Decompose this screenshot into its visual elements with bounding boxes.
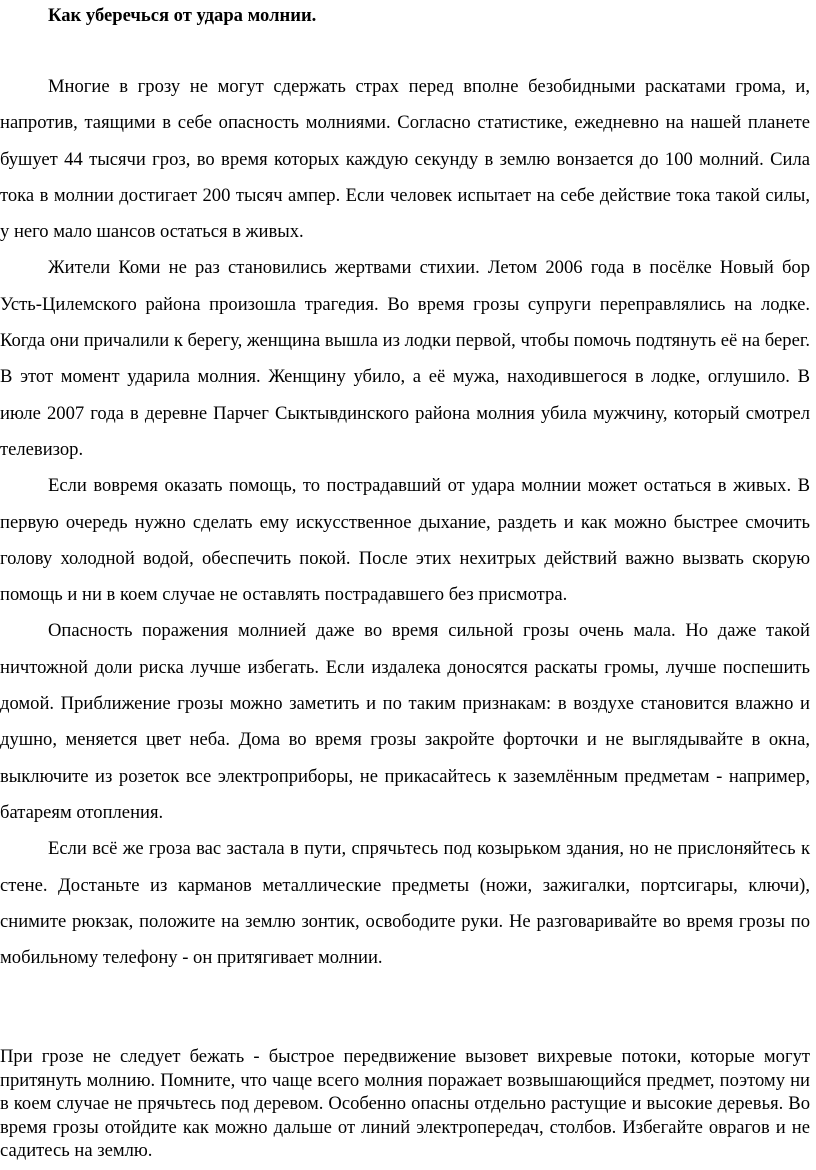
paragraph-first-aid: Если вовремя оказать помощь, то пострадавший от удара молнии может остаться в живых. В первую очередь нужно сделать ему искусственное дыхание, раздеть и как можно быстрее смочить голову холодной водой, обеспечить покой. После этих нехитрых действий важно вызвать скорую помощь и ни в коем случае не оставлять пострадавшего без присмотра. (0, 475, 810, 606)
document-title: Как уберечься от удара молнии. (48, 5, 317, 26)
document-body (0, 69, 810, 976)
paragraph-outdoor-safety: Если всё же гроза вас застала в пути, спрячьтесь под козырьком здания, но не прислоняйтесь к стене. Достаньте из карманов металлические предметы (ножи, зажигалки, портсигары, ключи), снимите рюкзак, положите на землю зонтик, освободите руки. Не разговаривайте во время грозы по мобильному телефону - он притягивает молнии. (0, 838, 810, 969)
paragraph-running-trees: При грозе не следует бежать - быстрое передвижение вызовет вихревые потоки, которые могут притянуть молнию. Помните, что чаще всего молния поражает возвышающийся предмет, поэтому ни в коем случае не прячьтесь под деревом. Особенно опасны отдельно растущие и высокие деревья. Во время грозы отойдите как можно дальше от линий электропередач, столбов. Избегайте оврагов и не садитесь на землю. (0, 1046, 810, 1162)
paragraph-statistics: Многие в грозу не могут сдержать страх перед вполне безобидными раскатами грома, и, напротив, таящими в себе опасность молниями. Согласно статистике, ежедневно на нашей планете бушует 44 тысячи гроз, во время которых каждую секунду в землю вонзается до 100 молний. Сила тока в молнии достигает 200 тысяч ампер. Если человек испытает на себе действие тока такой силы, у него мало шансов остаться в живых. (0, 76, 810, 243)
paragraph-home-safety: Опасность поражения молнией даже во время сильной грозы очень мала. Но даже такой ничтожной доли риска лучше избегать. Если издалека доносятся раскаты громы, лучше поспешить домой. Приближение грозы можно заметить и по таким признакам: в воздухе становится влажно и душно, меняется цвет неба. Дома во время грозы закройте форточки и не выглядывайте в окна, выключите из розеток все электроприборы, не прикасайтесь к заземлённым предметам - например, батареям отопления. (0, 620, 810, 823)
paragraph-komi-incidents: Жители Коми не раз становились жертвами стихии. Летом 2006 года в посёлке Новый бор Усть-Цилемского района произошла трагедия. Во время грозы супруги переправлялись на лодке. Когда они причалили к берегу, женщина вышла из лодки первой, чтобы помочь подтянуть её на берег. В этот момент ударила молния. Женщину убило, а её мужа, находившегося в лодке, оглушило. В июле 2007 года в деревне Парчег Сыктывдинского района молния убила мужчину, который смотрел телевизор. (0, 257, 810, 460)
document-tail (0, 1045, 810, 1163)
